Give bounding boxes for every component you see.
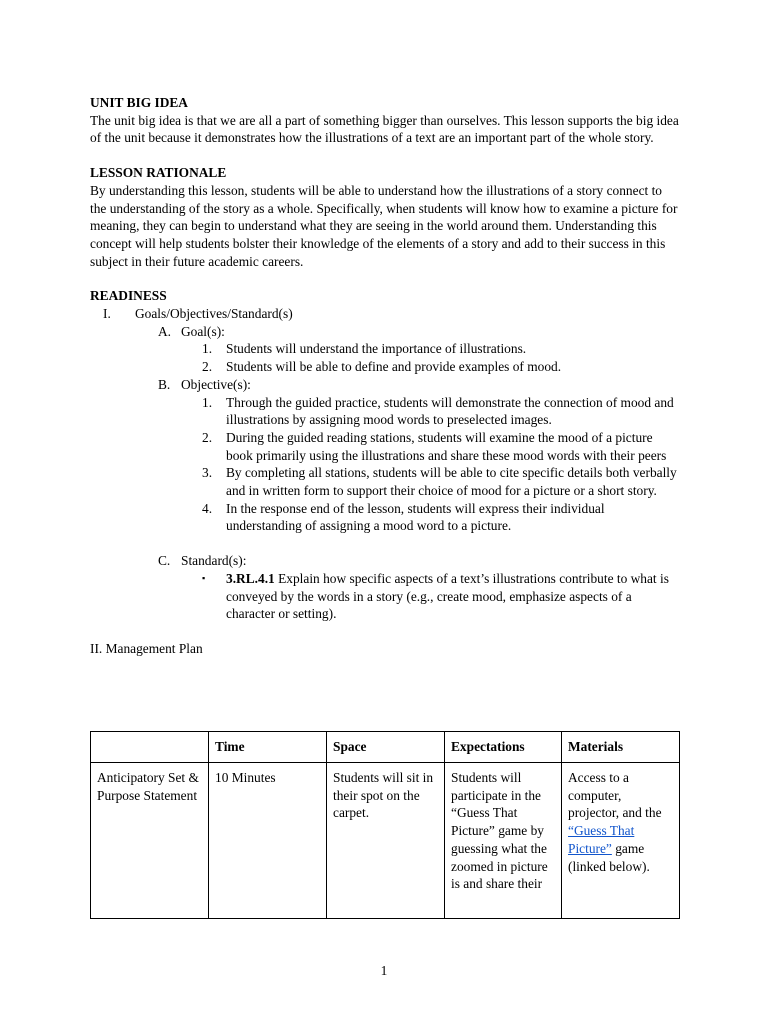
- goal-text: Students will be able to define and provide examples of mood.: [226, 359, 562, 375]
- standards-title: Standard(s):: [181, 553, 247, 569]
- lesson-rationale-heading: LESSON RATIONALE: [90, 165, 227, 181]
- management-plan-table: [90, 731, 680, 919]
- table-header-row: [91, 732, 680, 763]
- list-marker: B.: [158, 376, 171, 392]
- objective-item: [90, 500, 680, 535]
- objective-text: By completing all stations, students will be able to cite specific details both verbally and in written form to support their choice of mood for a picture or a short story.: [226, 465, 677, 499]
- goals-header: [90, 323, 680, 341]
- objective-text: During the guided reading stations, students will examine the mood of a picture book primarily using the illustrations and share these mood words with their peers: [226, 429, 667, 463]
- list-marker: 3.: [202, 465, 213, 481]
- column-header: Materials: [562, 732, 680, 763]
- standards-header: [90, 552, 680, 570]
- list-marker: 2.: [202, 359, 213, 375]
- list-marker: 1.: [202, 394, 213, 410]
- unit-big-idea-heading: UNIT BIG IDEA: [90, 95, 188, 110]
- column-header: Space: [327, 732, 445, 763]
- readiness-heading: READINESS: [90, 288, 167, 304]
- objective-item: [90, 429, 680, 464]
- standard-item: [90, 570, 680, 623]
- goals-title: Goal(s):: [181, 323, 225, 339]
- page-number: 1: [380, 963, 388, 978]
- list-marker: C.: [158, 553, 171, 569]
- time-cell: 10 Minutes: [209, 763, 327, 919]
- unit-big-idea-text: The unit big idea is that we are all a part of something bigger than ourselves. This lesson supports the big idea of the unit because it demonstrates how the illustrations of a text are an important part of the whole story.: [90, 112, 679, 146]
- objective-text: Through the guided practice, students will demonstrate the connection of mood and illustrations by assigning mood words to preselected images.: [226, 394, 674, 428]
- list-marker: 4.: [202, 500, 213, 516]
- standard-text: Explain how specific aspects of a text’s illustrations contribute to what is conveyed by the words in a story (e.g., create mood, emphasize aspects of a character or setting).: [226, 570, 669, 622]
- goal-item: [90, 358, 680, 376]
- objective-text: In the response end of the lesson, students will express their individual understanding of assigning a mood word to a picture.: [226, 500, 605, 534]
- expectations-cell: Students will participate in the “Guess That Picture” game by guessing what the zoomed in picture is and share their: [445, 763, 562, 919]
- list-marker: I.: [103, 306, 111, 322]
- objectives-header: [90, 376, 680, 394]
- table-row: [91, 763, 680, 919]
- row-label: Anticipatory Set & Purpose Statement: [91, 763, 209, 919]
- list-marker: A.: [158, 323, 172, 339]
- materials-text: Access to a computer, projector, and the: [568, 770, 662, 821]
- objective-item: [90, 464, 680, 499]
- column-header: Time: [209, 732, 327, 763]
- goal-text: Students will understand the importance of illustrations.: [226, 341, 527, 357]
- list-marker: 1.: [202, 341, 213, 357]
- square-bullet-icon: ▪: [202, 572, 206, 583]
- column-header: [91, 732, 209, 763]
- section-title: Goals/Objectives/Standard(s): [135, 306, 293, 322]
- goal-item: [90, 340, 680, 358]
- list-marker: 2.: [202, 429, 213, 445]
- column-header: Expectations: [445, 732, 562, 763]
- management-plan-heading: II. Management Plan: [90, 640, 203, 656]
- materials-text-end: game (linked below).: [568, 840, 650, 874]
- materials-cell: [562, 763, 680, 919]
- objectives-title: Objective(s):: [181, 376, 251, 392]
- lesson-rationale-text: By understanding this lesson, students will be able to understand how the illustrations of a story connect to the understanding of the story as a whole. Specifically, when students will know how to examine a picture for meaning, they can begin to understand what they are seeing in the world around them. Understanding this concept will help students bolster their knowledge of the elements of a story and add to their success in this subject in their future academic careers.: [90, 182, 678, 269]
- space-cell: Students will sit in their spot on the carpet.: [327, 763, 445, 919]
- section-goals-objectives: [90, 305, 680, 323]
- guess-that-picture-link[interactable]: “Guess That Picture”: [568, 823, 635, 856]
- objective-item: [90, 394, 680, 429]
- standard-code: 3.RL.4.1: [226, 570, 275, 586]
- document-body: [90, 94, 680, 675]
